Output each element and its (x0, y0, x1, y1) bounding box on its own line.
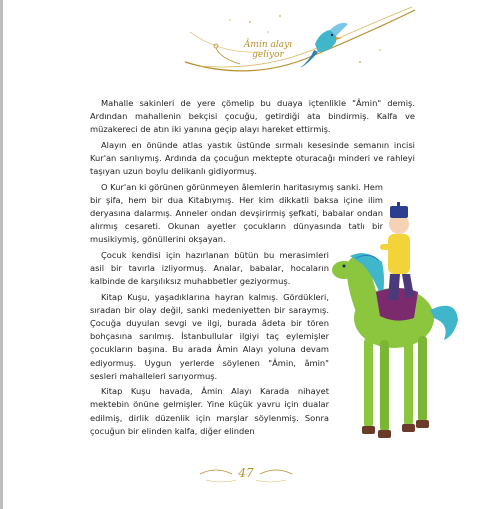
paragraph: Mahalle sakinleri de yere çömelip bu duaya içtenlikle "Âmin" demiş. Ardından mahallenin bekçisi çocuğu, getirdiği ata bindirmiş. Kalfa ve müzakereci de atın iki yanına geçip alayı hareket ettirmiş. (90, 98, 415, 135)
paragraph: Kitap Kuşu havada, Âmin Alayı Karada nihayet mektebin önüne gelmişler. Yine küçük yavru için dualar edilmiş, dirlik düzenlik için marşlar söylenmiş. Sonra çocuğun bir elinden kalfa, diğer elinden (90, 386, 329, 436)
page-number: 47 (238, 466, 254, 480)
chapter-title-line2: geliyor (252, 50, 284, 60)
paragraph: Kitap Kuşu, yaşadıklarına hayran kalmış. Gördükleri, sıradan bir olay değil, sanki medeniyetten bir saraymış. Çocuğa duyulan sevgi ve ilgi, burada âdeta bir tören bohçasına sarılmış. İstanbullular ilgiyi taç eylemişler çocukların başına. Bu arada Âmin Alayı yoluna devam ediyormuş. Uygun yerlerde söylenen "Âmin, âmin" sesleri mahalleleri sarıyormuş. (90, 291, 329, 381)
chapter-title-line1: Âmin alayı (243, 40, 293, 50)
boy-on-green-horse-illustration (326, 200, 476, 460)
paragraph: O Kur'an ki görünen görünmeyen âlemlerin haritasıymış sanki. Hem bir şifa, hem bir dua Kitabıymış. Her kim dikkatli baksa içine ilim deryasına dalarmış. Anneler ondan devşirirmiş şefkati, babalar ondan alırmış cesareti. Okunan ayetler çocukların dünyasında tatlı bir musikiymiş, gönüllerini okşayan. (90, 181, 383, 245)
paragraph: Çocuk kendisi için hazırlanan bütün bu merasimleri asil bir tavırla izliyormuş. Analar, babalar, hocaların kalbinde de karşılıksız muhabbetler geziyormuş. (90, 249, 329, 287)
page-edge-shadow (0, 0, 3, 509)
chapter-title (218, 40, 318, 60)
paragraph: Alayın en önünde atlas yastık üstünde sırmalı kesesinde semanın incisi Kur'an sarılıymış. Ardında da çocuğun mektepte oturacağı minderi ve rahleyi taşıyan uzun boylu delikanlı gidiyormuş. (90, 139, 415, 177)
